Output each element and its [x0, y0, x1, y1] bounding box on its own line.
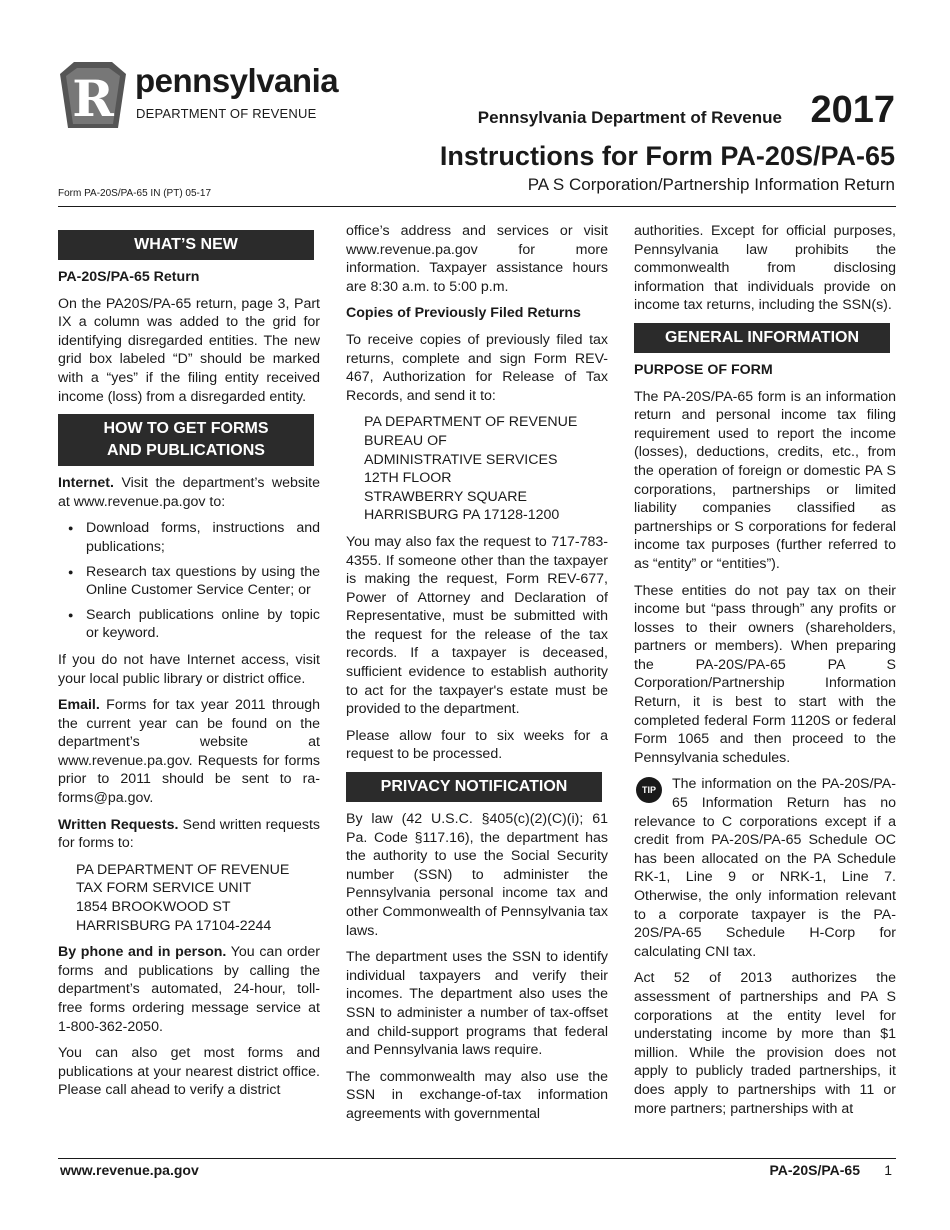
footer-form: PA-20S/PA-65: [769, 1162, 860, 1178]
footer-url: www.revenue.pa.gov: [60, 1162, 199, 1178]
copies-text: To receive copies of previously filed tax returns, complete and sign Form REV-467, Authorization for Release of Tax Records, and send it to:: [346, 331, 608, 404]
address-line: HARRISBURG PA 17128-1200: [364, 507, 560, 524]
logo-name: pennsylvania: [135, 62, 339, 99]
privacy-text: The department uses the SSN to identify individual taxpayers and verify their incomes. The department also uses the SSN to administer a number of tax-offset and child-support programs that federal and Pennsylvania laws require.: [346, 949, 608, 1059]
internet-lead: Internet.: [58, 475, 114, 492]
svg-text:R: R: [72, 69, 114, 128]
privacy-text: The commonwealth may also use the SSN in exchange-of-tax information agreements with governmental: [346, 1068, 608, 1122]
written-lead: Written Requests.: [58, 816, 179, 833]
footer-divider: [58, 1158, 896, 1159]
list-item: ● Search publications online by topic or keyword.: [58, 606, 320, 643]
internet-bullet-list: [58, 519, 320, 643]
tip-text: The information on the PA-20S/PA-65 Information Return has no relevance to C corporations except if a credit from PA-20S/PA-65 Schedule OC has been allocated on the PA Schedule RK-1, Line 9 or NRK-1, Line 7. Otherwise, the only information relevant to a corporate taxpayer is the PA-20S/PA-65 Schedule H-Corp for calculating CNI tax.: [634, 776, 896, 960]
header-divider: [58, 206, 896, 207]
address-line: 1854 BROOKWOOD ST: [76, 899, 231, 916]
phone-text: You can order forms and publications by calling the department’s automated, 24-hour, toll-free forms ordering message service at 1-800-362-2050.: [58, 944, 320, 1035]
header-year: 2017: [810, 89, 895, 131]
office-text: office’s address and services or visit www.revenue.pa.gov for more information. Taxpayer assistance hours are 8:30 a.m. to 5:00 p.m.: [346, 223, 608, 295]
header-department: Pennsylvania Department of Revenue: [477, 108, 782, 127]
address-line: HARRISBURG PA 17104-2244: [76, 917, 272, 934]
general-information-banner: GENERAL INFORMATION: [634, 323, 890, 353]
return-heading: PA-20S/PA-65 Return: [58, 269, 200, 285]
fax-text: You may also fax the request to 717-783-4355. If someone other than the taxpayer is making the request, Form REV-677, Power of Attorney and Declaration of Representative, must be submitted with the request for the release of the tax records. If a taxpayer is deceased, sufficient evidence to establish authority to act for the taxpayer's estate must be provided to the department.: [346, 533, 608, 718]
email-paragraph: [58, 696, 320, 808]
purpose-text: The PA-20S/PA-65 form is an information return and personal income tax filing requirement used to report the income (losses), deductions, credits, etc., from the operation of foreign or domestic PA S corporations, partnerships or limited liability companies classified as partnerships or S corporations for federal income tax purposes (further referred to as “entity” or “entities”).: [634, 388, 896, 572]
department-logo: [58, 60, 358, 130]
column-1: [58, 222, 320, 1108]
phone-paragraph: [58, 943, 320, 1036]
email-lead: Email.: [58, 697, 100, 714]
allow-text: Please allow four to six weeks for a request to be processed.: [346, 727, 608, 763]
privacy-banner: PRIVACY NOTIFICATION: [346, 772, 602, 802]
copies-heading: Copies of Previously Filed Returns: [346, 305, 581, 322]
address-line: BUREAU OF: [364, 432, 447, 449]
how-to-get-forms-banner: [58, 414, 314, 466]
address-line: STRAWBERRY SQUARE: [364, 488, 527, 505]
email-text: Forms for tax year 2011 through the current year can be found on the department’s website at www.revenue.pa.gov. Requests for forms prior to 2011 should be sent to ra-forms@pa.gov.: [58, 697, 320, 807]
list-item: ● Research tax questions by using the Online Customer Service Center; or: [58, 563, 320, 600]
entities-text: These entities do not pay tax on their income but “pass through” any profits or losses to their owners (shareholders, partners or members). When preparing the PA-20S/PA-65 PA S Corporation/Partnership Information Return, it is best to start with the completed federal Form 1120S or federal Form 1065 and then proceed to the Pennsylvania schedules.: [634, 582, 896, 766]
column-3: [634, 222, 896, 1126]
form-id: Form PA-20S/PA-65 IN (PT) 05-17: [58, 188, 212, 199]
privacy-text: By law (42 U.S.C. §405(c)(2)(C)(i); 61 Pa. Code §117.16), the department has the authority to use the Social Security number (SSN) to administer the Pennsylvania personal income tax and other Commonwealth of Pennsylvania tax laws.: [346, 811, 608, 939]
list-item: ● Download forms, instructions and publications;: [58, 519, 320, 556]
records-address: [364, 413, 608, 525]
address-line: PA DEPARTMENT OF REVENUE: [76, 861, 290, 878]
purpose-heading: PURPOSE OF FORM: [634, 361, 773, 378]
no-internet-text: If you do not have Internet access, visit your local public library or district office.: [58, 651, 320, 687]
logo-department: DEPARTMENT OF REVENUE: [136, 106, 317, 121]
page-number: 1: [884, 1162, 892, 1178]
address-line: PA DEPARTMENT OF REVENUE: [364, 414, 578, 431]
written-text: Send written requests for forms to:: [58, 816, 320, 852]
phone-lead: By phone and in person.: [58, 944, 227, 961]
page-subtitle: PA S Corporation/Partnership Information Return: [527, 175, 895, 194]
authorities-text: authorities. Except for official purposes, Pennsylvania law prohibits the commonwealth from disclosing information that individuals provide on income tax returns, including the SSN(s).: [634, 223, 896, 314]
banner-line: AND PUBLICATIONS: [107, 442, 265, 460]
page-title: Instructions for Form PA-20S/PA-65: [439, 141, 895, 171]
whats-new-banner: WHAT’S NEW: [58, 230, 314, 260]
district-text: You can also get most forms and publications at your nearest district office. Please call ahead to verify a district: [58, 1045, 320, 1099]
forms-address: [76, 861, 320, 935]
internet-paragraph: [58, 474, 320, 511]
act-text: Act 52 of 2013 authorizes the assessment of partnerships and PA S corporations at the entity level for understating income by more than $1 million. While the provision does not apply to publicly traded partnerships, it does apply to partnerships with 11 or more partners; partnerships with at: [634, 970, 896, 1117]
address-line: ADMINISTRATIVE SERVICES: [364, 451, 558, 468]
tip-paragraph: [634, 775, 896, 961]
return-text: On the PA20S/PA-65 return, page 3, Part IX a column was added to the grid for identifying disregarded entities. The new grid box labeled “D” should be marked with a “yes” if the filing entity received income (loss) from a disregarded entity.: [58, 295, 320, 405]
banner-line: HOW TO GET FORMS: [103, 420, 269, 438]
keystone-logo-icon: [58, 60, 128, 130]
tip-icon: TIP: [636, 777, 662, 803]
address-line: TAX FORM SERVICE UNIT: [76, 880, 252, 897]
internet-text: Visit the department’s website at www.revenue.pa.gov to:: [58, 475, 320, 510]
column-2: [346, 222, 608, 1132]
address-line: 12TH FLOOR: [364, 470, 452, 487]
written-paragraph: [58, 816, 320, 853]
